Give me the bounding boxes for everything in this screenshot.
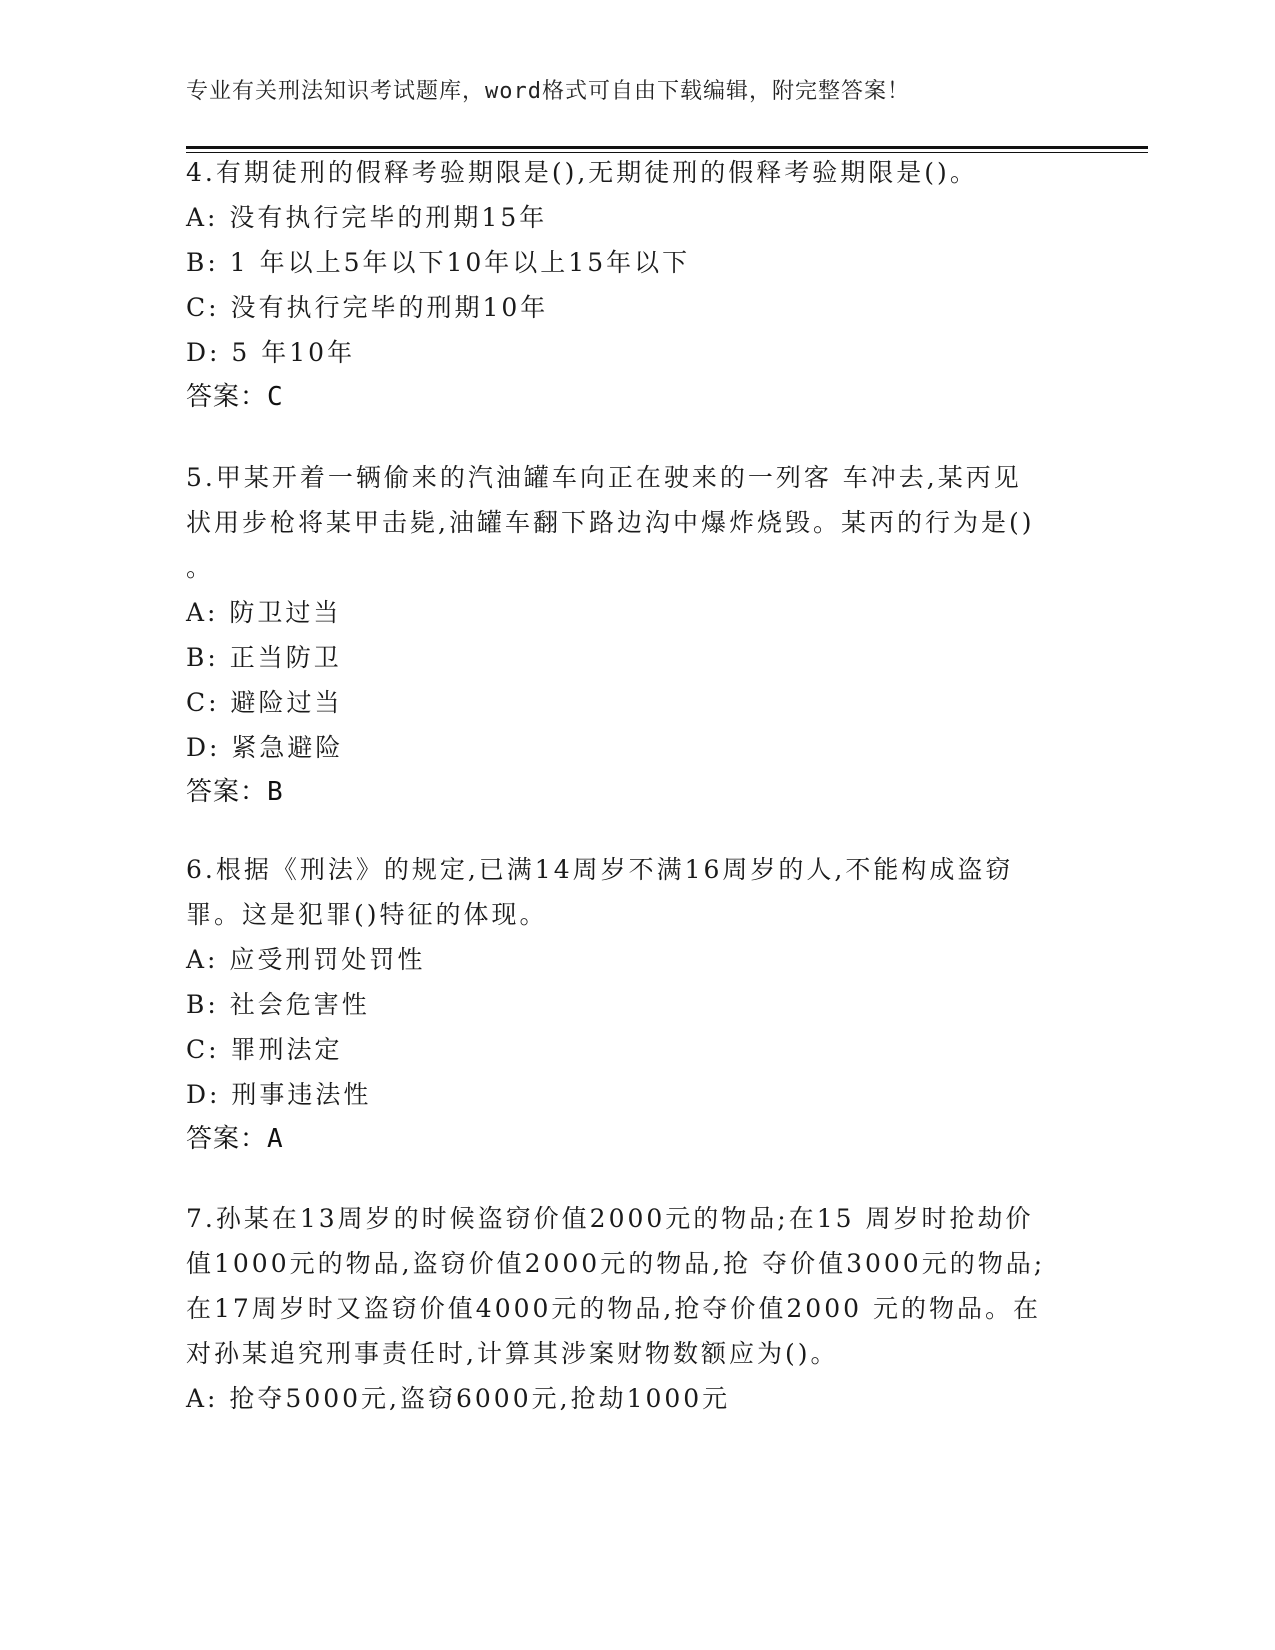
question-stem: 4.有期徒刑的假释考验期限是(),无期徒刑的假释考验期限是()。 <box>186 158 978 187</box>
question-stem: 。 <box>186 553 215 582</box>
option-a: A: 防卫过当 <box>186 598 342 627</box>
header-rule-thick <box>186 146 1148 149</box>
question-stem: 罪。这是犯罪()特征的体现。 <box>186 900 548 929</box>
option-a: A: 抢夺5000元,盗窃6000元,抢劫1000元 <box>186 1384 731 1413</box>
answer: 答案：A <box>186 1124 284 1154</box>
question-7 <box>186 1196 1086 1421</box>
option-d: D: 紧急避险 <box>186 733 344 762</box>
option-d: D: 刑事违法性 <box>186 1080 372 1109</box>
option-b: B: 正当防卫 <box>186 643 342 672</box>
question-stem: 6.根据《刑法》的规定,已满14周岁不满16周岁的人,不能构成盗窃 <box>186 855 1014 884</box>
question-stem: 在17周岁时又盗窃价值4000元的物品,抢夺价值2000 元的物品。在 <box>186 1294 1041 1323</box>
question-stem: 对孙某追究刑事责任时,计算其涉案财物数额应为()。 <box>186 1339 839 1368</box>
question-5 <box>186 455 1086 815</box>
option-a: A: 没有执行完毕的刑期15年 <box>186 203 548 232</box>
option-c: C: 罪刑法定 <box>186 1035 343 1064</box>
option-b: B: 社会危害性 <box>186 990 370 1019</box>
question-6 <box>186 847 1086 1162</box>
option-c: C: 没有执行完毕的刑期10年 <box>186 293 549 322</box>
question-4 <box>186 150 1086 420</box>
option-c: C: 避险过当 <box>186 688 343 717</box>
answer: 答案：B <box>186 777 284 807</box>
option-d: D: 5 年10年 <box>186 338 356 367</box>
question-stem: 状用步枪将某甲击毙,油罐车翻下路边沟中爆炸烧毁。某丙的行为是() <box>186 508 1035 537</box>
answer: 答案：C <box>186 382 284 412</box>
page-header: 专业有关刑法知识考试题库，word格式可自由下载编辑，附完整答案！ <box>186 79 910 104</box>
option-b: B: 1 年以上5年以下10年以上15年以下 <box>186 248 691 277</box>
question-stem: 值1000元的物品,盗窃价值2000元的物品,抢 夺价值3000元的物品; <box>186 1249 1046 1278</box>
question-stem: 7.孙某在13周岁的时候盗窃价值2000元的物品;在15 周岁时抢劫价 <box>186 1204 1034 1233</box>
question-stem: 5.甲某开着一辆偷来的汽油罐车向正在驶来的一列客 车冲去,某丙见 <box>186 463 1022 492</box>
option-a: A: 应受刑罚处罚性 <box>186 945 426 974</box>
